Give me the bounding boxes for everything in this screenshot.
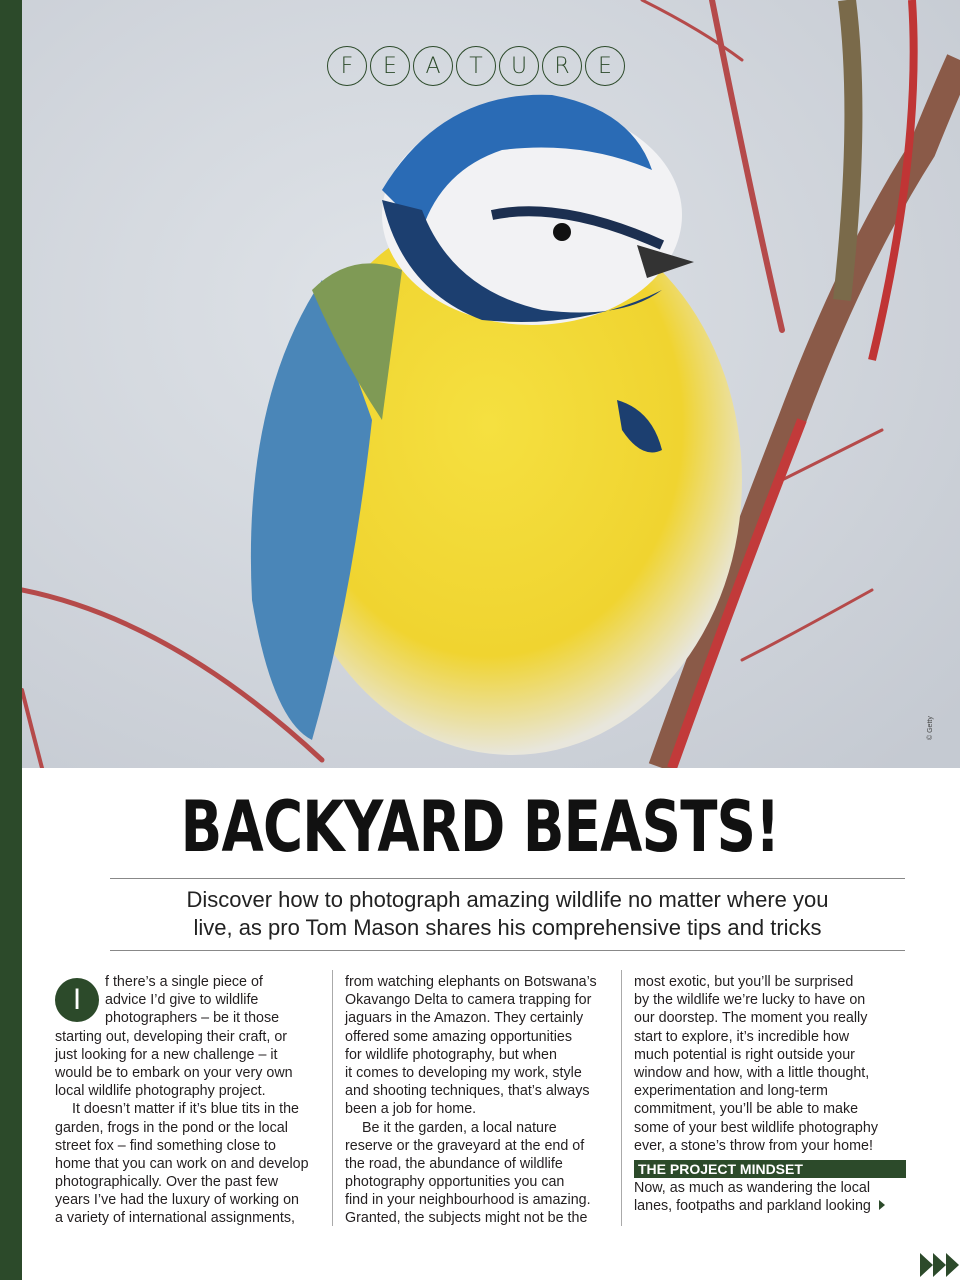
kicker-letter: U xyxy=(499,46,539,86)
body-text-line: home that you can work on and develop xyxy=(55,1155,309,1172)
continue-arrow-icon xyxy=(879,1200,885,1210)
kicker-letter: R xyxy=(542,46,582,86)
kicker-letter: E xyxy=(585,46,625,86)
body-text-line: starting out, developing their craft, or xyxy=(55,1028,288,1045)
body-column-1 xyxy=(55,973,309,1228)
divider xyxy=(110,950,905,951)
sidebar-color-bar xyxy=(0,0,22,1280)
feature-kicker xyxy=(327,46,625,86)
column-divider xyxy=(332,970,333,1226)
body-text-line: photographers – be it those xyxy=(105,1010,280,1027)
section-heading: THE PROJECT MINDSET xyxy=(634,1160,906,1178)
standfirst-line: live, as pro Tom Mason shares his comprehensive tips and tricks xyxy=(193,915,822,940)
body-text-line: experimentation and long-term xyxy=(634,1083,828,1100)
kicker-letter: F xyxy=(327,46,367,86)
body-text-line: It doesn’t matter if it’s blue tits in the xyxy=(72,1101,300,1118)
kicker-letter: T xyxy=(456,46,496,86)
body-text-line: street fox – find something close to xyxy=(55,1137,276,1154)
body-column-2 xyxy=(345,973,597,1228)
body-text-line: f there’s a single piece of xyxy=(105,974,263,990)
body-text-line: years I’ve had the luxury of working on xyxy=(55,1192,299,1209)
body-text-line: find in your neighbourhood is amazing. xyxy=(345,1192,591,1209)
body-text-line: advice I’d give to wildlife xyxy=(105,992,259,1009)
photo-credit: © Getty xyxy=(927,716,934,740)
body-text-line: reserve or the graveyard at the end of xyxy=(345,1137,585,1154)
body-text-line: been a job for home. xyxy=(345,1101,477,1118)
body-column-3 xyxy=(634,973,906,1215)
article-title: BACKYARD BEASTS! xyxy=(180,786,780,868)
kicker-letter: A xyxy=(413,46,453,86)
body-text-line: Be it the garden, a local nature xyxy=(362,1119,557,1136)
body-text-line: just looking for a new challenge – it xyxy=(55,1046,278,1063)
body-text-line: some of your best wildlife photography xyxy=(634,1119,878,1136)
body-text-line: would be to embark on your very own xyxy=(55,1064,293,1081)
body-text-line: ever, a stone’s throw from your home! xyxy=(634,1137,873,1154)
body-text-line: jaguars in the Amazon. They certainly xyxy=(345,1010,584,1027)
body-text-line: and shooting techniques, that’s always xyxy=(345,1083,590,1100)
divider xyxy=(110,878,905,879)
body-text-line: for wildlife photography, but when xyxy=(345,1046,557,1063)
drop-cap: I xyxy=(55,978,99,1022)
body-text-line: Granted, the subjects might not be the xyxy=(345,1210,588,1227)
body-text-line: much potential is right outside your xyxy=(634,1046,855,1063)
body-text-line: window and how, with a little thought, xyxy=(634,1064,870,1081)
body-text-line: a variety of international assignments, xyxy=(55,1210,295,1227)
body-text-line: Now, as much as wandering the local xyxy=(634,1180,871,1197)
article-standfirst xyxy=(110,886,905,942)
body-text-line: from watching elephants on Botswana’s xyxy=(345,974,597,990)
body-text-line: the road, the abundance of wildlife xyxy=(345,1155,563,1172)
body-text-line: it comes to developing my work, style xyxy=(345,1064,582,1081)
blue-tit-photo xyxy=(22,0,960,768)
body-text-line: Okavango Delta to camera trapping for xyxy=(345,992,592,1009)
column-divider xyxy=(621,970,622,1226)
body-text-line: by the wildlife we’re lucky to have on xyxy=(634,992,866,1009)
body-text-line: commitment, you’ll be able to make xyxy=(634,1101,859,1118)
body-text-line: lanes, footpaths and parkland looking xyxy=(634,1197,906,1215)
body-text-line: offered some amazing opportunities xyxy=(345,1028,573,1045)
continue-arrows-icon xyxy=(920,1253,959,1277)
body-text-line: photographically. Over the past few xyxy=(55,1174,279,1191)
body-text-line: photography opportunities you can xyxy=(345,1174,565,1191)
body-text-line: garden, frogs in the pond or the local xyxy=(55,1119,288,1136)
body-text-line: start to explore, it’s incredible how xyxy=(634,1028,850,1045)
standfirst-line: Discover how to photograph amazing wildlife no matter where you xyxy=(186,887,829,912)
kicker-letter: E xyxy=(370,46,410,86)
body-text-line: most exotic, but you’ll be surprised xyxy=(634,974,854,990)
body-text-line: our doorstep. The moment you really xyxy=(634,1010,868,1027)
body-text-line: local wildlife photography project. xyxy=(55,1083,266,1100)
